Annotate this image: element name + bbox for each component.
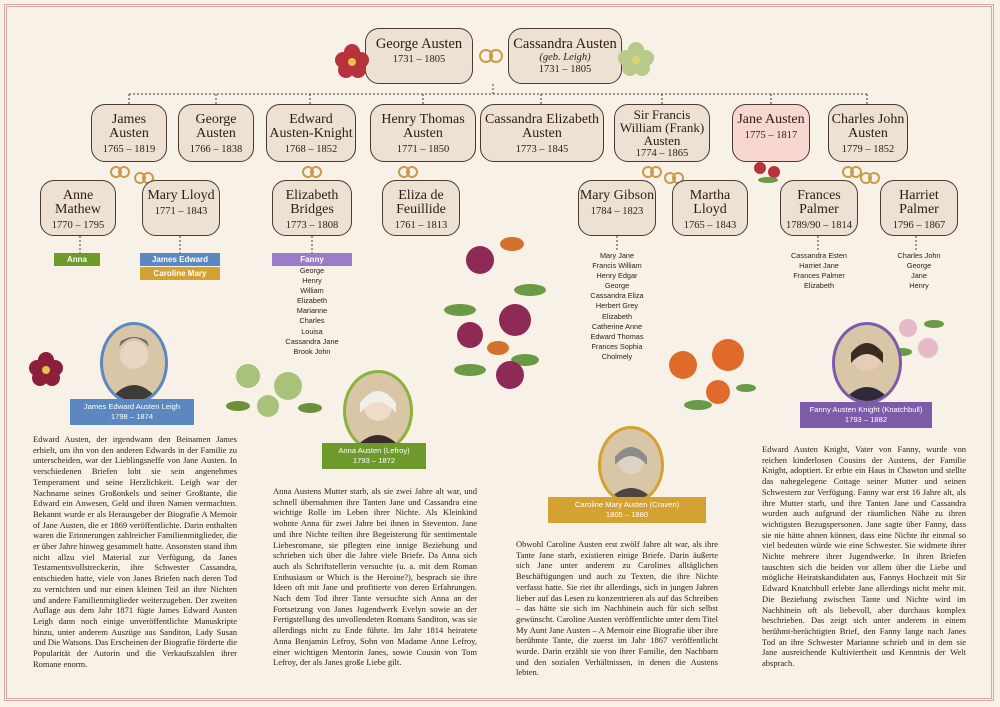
grandchildren-edward (272, 266, 352, 357)
grandchild-name: George (299, 266, 325, 275)
node-name: Elizabeth Bridges (285, 188, 339, 217)
node-name: Charles John Austen (831, 112, 905, 141)
grandchild-name: Catherine Anne (591, 321, 643, 331)
orange-flower-icon (658, 330, 758, 420)
banner-anna (322, 443, 426, 469)
node-name: Cassandra Elizabeth Austen (485, 112, 599, 141)
ribbon-fanny: Fanny (272, 253, 352, 266)
banner-name: Anna Austen (Lefroy) (338, 446, 410, 455)
grandchild-name: Mary Jane (599, 251, 635, 260)
node-henry-thomas-austen (370, 104, 476, 162)
node-dates: 1773 – 1845 (515, 144, 569, 155)
grandchild-name: Cassandra Esten (791, 251, 847, 260)
node-name: Frances Palmer (797, 188, 841, 217)
banner-fanny (800, 402, 932, 428)
grandchild-name: Charles (299, 316, 325, 326)
node-anne-mathew (40, 180, 116, 236)
node-name: Jane Austen (737, 112, 805, 127)
person-silhouette-icon (835, 325, 899, 401)
node-dates: 1773 – 1808 (285, 220, 339, 231)
portrait-james-edward-austen-leigh (100, 322, 168, 404)
node-name: Edward Austen-Knight (269, 112, 353, 141)
text-fanny: Edward Austen Knight, Vater von Fanny, wurde von reichen kinderlosen Cousins der Austens, der Familie Knight, adoptiert. Er erbte ein Haus in Chawton und stellte das nahegelegene Cottage seiner Mutter und seinen Schwestern zur Verfügung. Fanny war erst 16 Jahre alt, als ihre Mutter starb, und ihre Tanten Jane und Cassandra wurden auch aufgrund der räumlichen Nähe zu ihren wichtigsten Bezugspersonen. Jane sagte über Fanny, dass sie nie hätte ahnen können, dass eine Nichte ihr einmal so viel bedeuten würde wie eine Schwester. Sie widmete ihrer Nichte mehrere ihrer Jugendwerke. In ihren Briefen tauschten sich die beiden vor allem über die Liebe und mögliche Heiratskandidaten aus, Fannys Hochzeit mit Sir Edward Knatchbull erlebte Jane allerdings nicht mehr mit. Die Beziehung zwischen Tante und Nichte wird im Nachhinein oft als liebevoll, aber durchaus komplex beschrieben. Das zeigt sich unter anderem in einem berühmt-berüchtigten Brief, den Fanny lange nach Janes Tod an ihre Schwester Marianne schrieb und in dem sie Jane ausreichende Kultiviertheit und Kenntnis der Welt absprach. (762, 444, 966, 669)
grandchild-name: Harriet Jane (799, 261, 839, 271)
node-dates: 1789/90 – 1814 (786, 220, 852, 231)
grandchild-name: Louisa (301, 326, 323, 336)
grandchild-name: Frances Sophia (591, 341, 643, 351)
jane-flower-icon (748, 156, 788, 184)
node-george-austen (178, 104, 254, 162)
node-name: Eliza de Feuillide (396, 188, 446, 217)
node-dates: 1770 – 1795 (51, 220, 105, 231)
node-name: George Austen (375, 36, 463, 52)
grandchild-name: Marianne (296, 306, 328, 316)
grandchildren-charles-harriet (880, 251, 958, 291)
ribbon-caroline-mary: Caroline Mary (140, 267, 220, 280)
node-dates: 1779 – 1852 (841, 144, 895, 155)
grandchild-name: Edward Thomas (590, 331, 644, 341)
node-mary-lloyd (142, 180, 220, 236)
node-name: Harriet Palmer (899, 188, 939, 217)
dark-red-flower-icon (26, 348, 66, 388)
node-dates: 1731 – 1805 (538, 64, 592, 75)
node-name: Sir Francis William (Frank) Austen (619, 107, 705, 148)
node-dates: 1731 – 1805 (392, 54, 446, 65)
grandchild-name: Elizabeth (803, 281, 835, 291)
grandchildren-charles-frances (776, 251, 862, 291)
node-elizabeth-bridges (272, 180, 352, 236)
ribbon-james-edward: James Edward (140, 253, 220, 266)
node-francis-william-austen (614, 104, 710, 162)
node-dates: 1765 – 1843 (683, 220, 737, 231)
grandchild-name: Brook John (293, 346, 331, 356)
green-hellebore-icon (218, 356, 328, 426)
grandchild-name: Cassandra Eliza (590, 291, 644, 301)
text-james-edward: Edward Austen, der irgendwann den Beinamen James erhielt, um ihn von den anderen Edwards in der Familie zu unterscheiden, war der Lieblingsneffe von Jane Austen. In verschiedenen Briefen lobt sie sein angenehmes Temperament und seine Herzlichkeit. Leigh war der Nachname seines Großonkels und seiner Großtante, die Edward ein Anwesen, Geld und ihren Namen vermachten. Bekannt wurde er als Herausgeber der Biografie A Memoir of Jane Austen, die er 1869 veröffentlichte. Darin enthalten waren die Erinnerungen zahlreicher Familienmitglieder, die er über Jahre hinweg gesammelt hatte. Ansonsten stand ihm nicht allzu viel Material zur Verfügung, da Janes Testamentsvollstreckerin, ihre Schwester Cassandra, entschieden hatte, viele von Janes Briefen nach deren Tod zu vernichten und nur einen kleinen Teil an ihre Nichten und andere Familienmitglieder weiterzugeben. Der zweiten Auflage aus dem Jahr 1871 fügte James Edward Austen Leigh dann noch einige unveröffentlichte Manuskripte hinzu, unter anderem Auszüge aus Sanditon, Lady Susan und Die Watsons. Das Erscheinen der Biografie förderte die Popularität der Autorin und die Verkaufszahlen ihrer Romane enorm. (33, 434, 237, 669)
grandchild-name: Cassandra Jane (285, 336, 339, 346)
node-jane-austen (732, 104, 810, 162)
node-dates: 1771 – 1850 (396, 144, 450, 155)
text-caroline: Obwohl Caroline Austen erst zwölf Jahre alt war, als ihre Tante Jane starb, existieren einige Briefe. Darin äußerte sich Jane unter anderem zu Carolines alltäglichen Beschäftigungen und auch zu Texten, die ihre Nichte verfasst hatte. Sie riet ihr allerdings, sich in jungen Jahren lieber auf das Lesen zu konzentrieren als auf das Schreiben – das hätte sie sich im Nachhinein auch für sich selbst gewünscht. Caroline Austen veröffentlichte unter dem Titel My Aunt Jane Austen – A Memoir eine Biografie über ihre berühmte Tante, die zuerst im Jahr 1867 veröffentlicht wurde. Darin erzählt sie von ihrer Familie, den Nachbarn und den sozialen Verhältnissen, in denen die Austens lebten. (516, 539, 718, 678)
node-dates: 1761 – 1813 (394, 220, 448, 231)
node-cassandra-austen-sr (508, 28, 622, 84)
banner-dates: 1793 – 1882 (844, 415, 888, 424)
portrait-anna-austen-lefroy (343, 370, 413, 452)
grandchild-name: Herbert Grey (595, 301, 639, 311)
node-edward-austen-knight (266, 104, 356, 162)
portrait-fanny-austen-knight (832, 322, 902, 404)
banner-name: Caroline Mary Austen (Craven) (574, 500, 680, 509)
banner-james-edward (70, 399, 194, 425)
person-silhouette-icon (601, 429, 661, 501)
node-name: George Austen (195, 112, 237, 141)
node-name: Henry Thomas Austen (381, 112, 465, 141)
node-name: Martha Lloyd (689, 188, 731, 217)
node-dates: 1771 – 1843 (154, 206, 208, 217)
node-dates: 1796 – 1867 (892, 220, 946, 231)
node-george-austen-sr (365, 28, 473, 84)
node-dates: 1775 – 1817 (744, 130, 798, 141)
banner-caroline (548, 497, 706, 523)
grandchild-name: Francis William (592, 261, 642, 271)
portrait-caroline-mary-austen (598, 426, 664, 504)
person-silhouette-icon (103, 325, 165, 401)
text-anna: Anna Austens Mutter starb, als sie zwei Jahre alt war, und schnell übernahmen ihre Tanten Jane und Cassandra eine wichtige Rolle im Leben ihrer Nichte. Als Kleinkind wohnte Anna für zwei Jahre bei ihnen in Steventon. Jane und ihre Nichte teilten ihre Begeisterung für sentimentale Liebesromane, sie pflegten eine innige Beziehung und schrieben sich über die Jahre viele Briefe. Da Anna sich auch als Schriftstellerin versuchte (u. a. mit dem Roman Enthusiasm or Which is the Heroine?), besprach sie ihre Ideen oft mit Jane und profitierte von deren Erfahrungen. Nach dem Tod ihrer Tante versuchte sich Anna an der Fortsetzung von Janes Jugendwerk Evelyn sowie an der Fertigstellung des unvollendeten Romans Sanditon, was sie allerdings nicht zu Ende führte. Im Jahr 1814 heiratete Anna Benjamin Lefroy, Sohn von Madame Anne Lefroy, einer wichtigen Mentorin Janes, sowie Cousin von Tom Lefroy, der als Janes große Liebe gilt. (273, 486, 477, 668)
node-dates: 1774 – 1865 (635, 148, 689, 159)
grandchildren-frank (572, 251, 662, 362)
node-maiden-name: (geb. Leigh) (539, 52, 591, 63)
node-eliza-de-feuillide (382, 180, 460, 236)
ribbon-anna: Anna (54, 253, 100, 266)
node-charles-john-austen (828, 104, 908, 162)
grandchild-name: Henry Edgar (596, 271, 638, 281)
node-name: Mary Gibson (579, 188, 655, 203)
node-name: James Austen (109, 112, 149, 141)
banner-name: James Edward Austen Leigh (83, 402, 181, 411)
node-mary-gibson (578, 180, 656, 236)
banner-dates: 1798 – 1874 (110, 412, 154, 421)
hellebore-bouquet-icon (440, 230, 550, 400)
grandchild-name: Elizabeth (296, 296, 328, 306)
node-martha-lloyd (672, 180, 748, 236)
red-flower-icon (333, 40, 371, 80)
node-dates: 1768 – 1852 (284, 144, 338, 155)
banner-dates: 1805 – 1880 (605, 510, 649, 519)
banner-dates: 1793 – 1872 (352, 456, 396, 465)
grandchild-name: George (906, 261, 932, 271)
node-dates: 1766 – 1838 (189, 144, 243, 155)
person-silhouette-icon (346, 373, 410, 449)
node-cassandra-elizabeth-austen (480, 104, 604, 162)
grandchild-name: Henry (909, 281, 929, 291)
node-frances-palmer (780, 180, 858, 236)
node-name: Anne Mathew (55, 188, 101, 217)
node-name: Cassandra Austen (513, 36, 617, 52)
node-dates: 1765 – 1819 (102, 144, 156, 155)
node-james-austen (91, 104, 167, 162)
grandchild-name: George (604, 281, 630, 291)
grandchild-name: Frances Palmer (793, 271, 845, 281)
grandchild-name: Henry (302, 276, 322, 286)
grandchild-name: Jane (911, 271, 927, 281)
green-flower-icon (614, 38, 658, 78)
banner-name: Fanny Austen Knight (Knatchbull) (809, 405, 923, 414)
grandchild-name: William (300, 286, 324, 296)
node-harriet-palmer (880, 180, 958, 236)
grandchild-name: Elizabeth (601, 311, 633, 321)
node-dates: 1784 – 1823 (590, 206, 644, 217)
node-name: Mary Lloyd (147, 188, 215, 203)
grandchild-name: Cholmely (601, 351, 633, 361)
grandchild-name: Charles John (897, 251, 941, 260)
